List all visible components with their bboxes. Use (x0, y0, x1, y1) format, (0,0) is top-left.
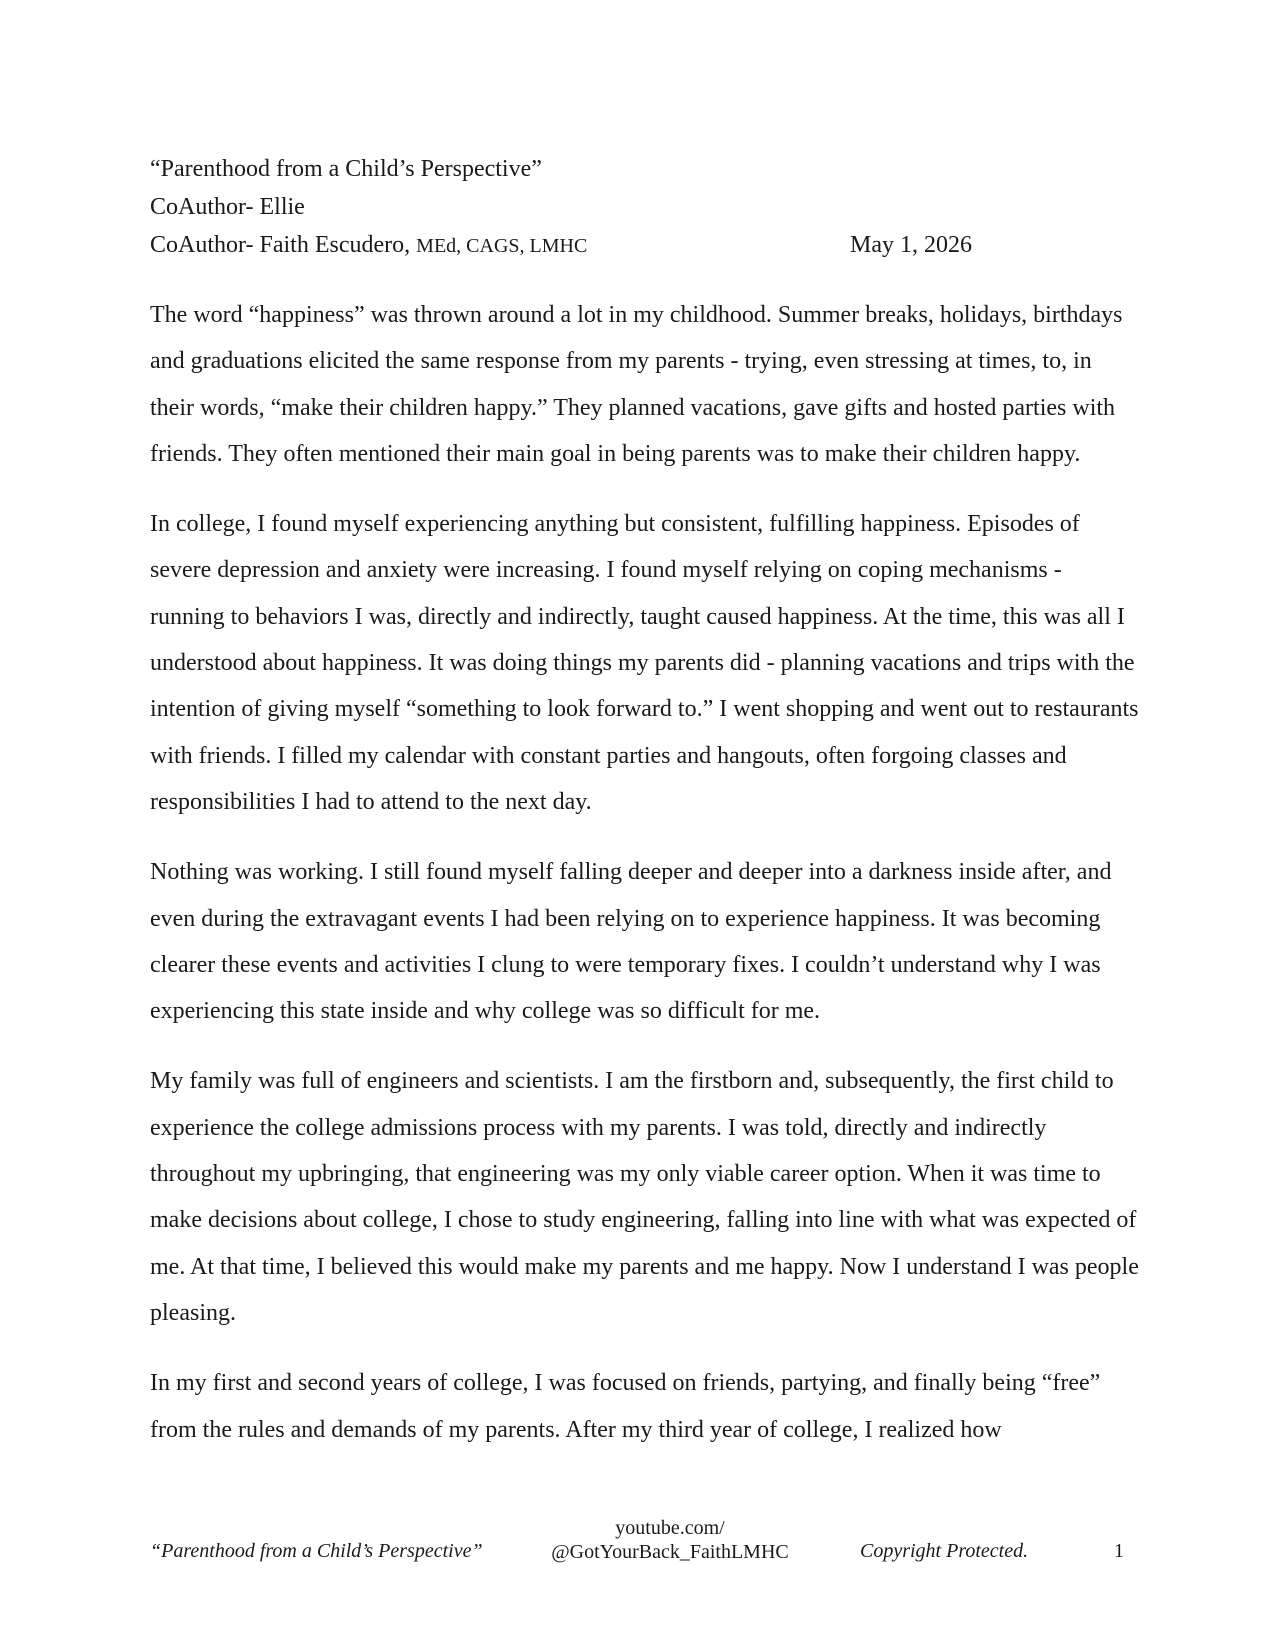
paragraph-5: In my first and second years of college, I was focused on friends, partying, and finally being “free” from the rules and demands of my parents. After my third year of college, I realized how (150, 1370, 1101, 1443)
coauthor-2-name: CoAuthor- Faith Escudero, (150, 232, 411, 258)
footer-url-line-1: youtube.com/ (615, 1517, 725, 1539)
paragraph-1: The word “happiness” was thrown around a lot in my childhood. Summer breaks, holidays, birthdays and graduations elicited the same response from my parents - trying, even stressing at times, to, in their words, “make their children happy.” They planned vacations, gave gifts and hosted parties with friends. They often mentioned their main goal in being parents was to make their children happy. (150, 302, 1123, 467)
coauthor-line-1: CoAuthor- Ellie (150, 194, 305, 220)
document-header (150, 150, 1010, 264)
coauthor-line-2 (150, 226, 1010, 264)
document-title: “Parenthood from a Child’s Perspective” (150, 156, 542, 182)
paragraph-4: My family was full of engineers and scientists. I am the firstborn and, subsequently, the first child to experience the college admissions process with my parents. I was told, directly and indirectly throughout my upbringing, that engineering was my only viable career option. When it was time to make decisions about college, I chose to study engineering, falling into line with what was expected of me. At that time, I believed this would make my parents and me happy. Now I understand I was people pleasing. (150, 1068, 1139, 1326)
coauthor-2-credentials: MEd, CAGS, LMHC (416, 235, 588, 257)
paragraph-2: In college, I found myself experiencing anything but consistent, fulfilling happiness. Episodes of severe depression and anxiety were increasing. I found myself relying on coping mechanisms - running to behaviors I was, directly and indirectly, taught caused happiness. At the time, this was all I understood about happiness. It was doing things my parents did - planning vacations and trips with the intention of giving myself “something to look forward to.” I went shopping and went out to restaurants with friends. I filled my calendar with constant parties and hangouts, often forgoing classes and responsibilities I had to attend to the next day. (150, 511, 1139, 815)
footer-title: “Parenthood from a Child’s Perspective” (150, 1540, 483, 1562)
footer-copyright: Copyright Protected. (860, 1540, 1029, 1562)
footer-channel-link[interactable] (520, 1516, 820, 1564)
document-date: May 1, 2026 (850, 232, 972, 258)
footer-url-line-2: @GotYourBack_FaithLMHC (551, 1541, 789, 1563)
page-number: 1 (1114, 1540, 1124, 1562)
paragraph-3: Nothing was working. I still found myself falling deeper and deeper into a darkness inside after, and even during the extravagant events I had been relying on to experience happiness. It was becoming clearer these events and activities I clung to were temporary fixes. I couldn’t understand why I was experiencing this state inside and why college was so difficult for me. (150, 859, 1112, 1025)
body-text (150, 292, 1140, 1477)
page-footer (150, 1516, 1130, 1576)
